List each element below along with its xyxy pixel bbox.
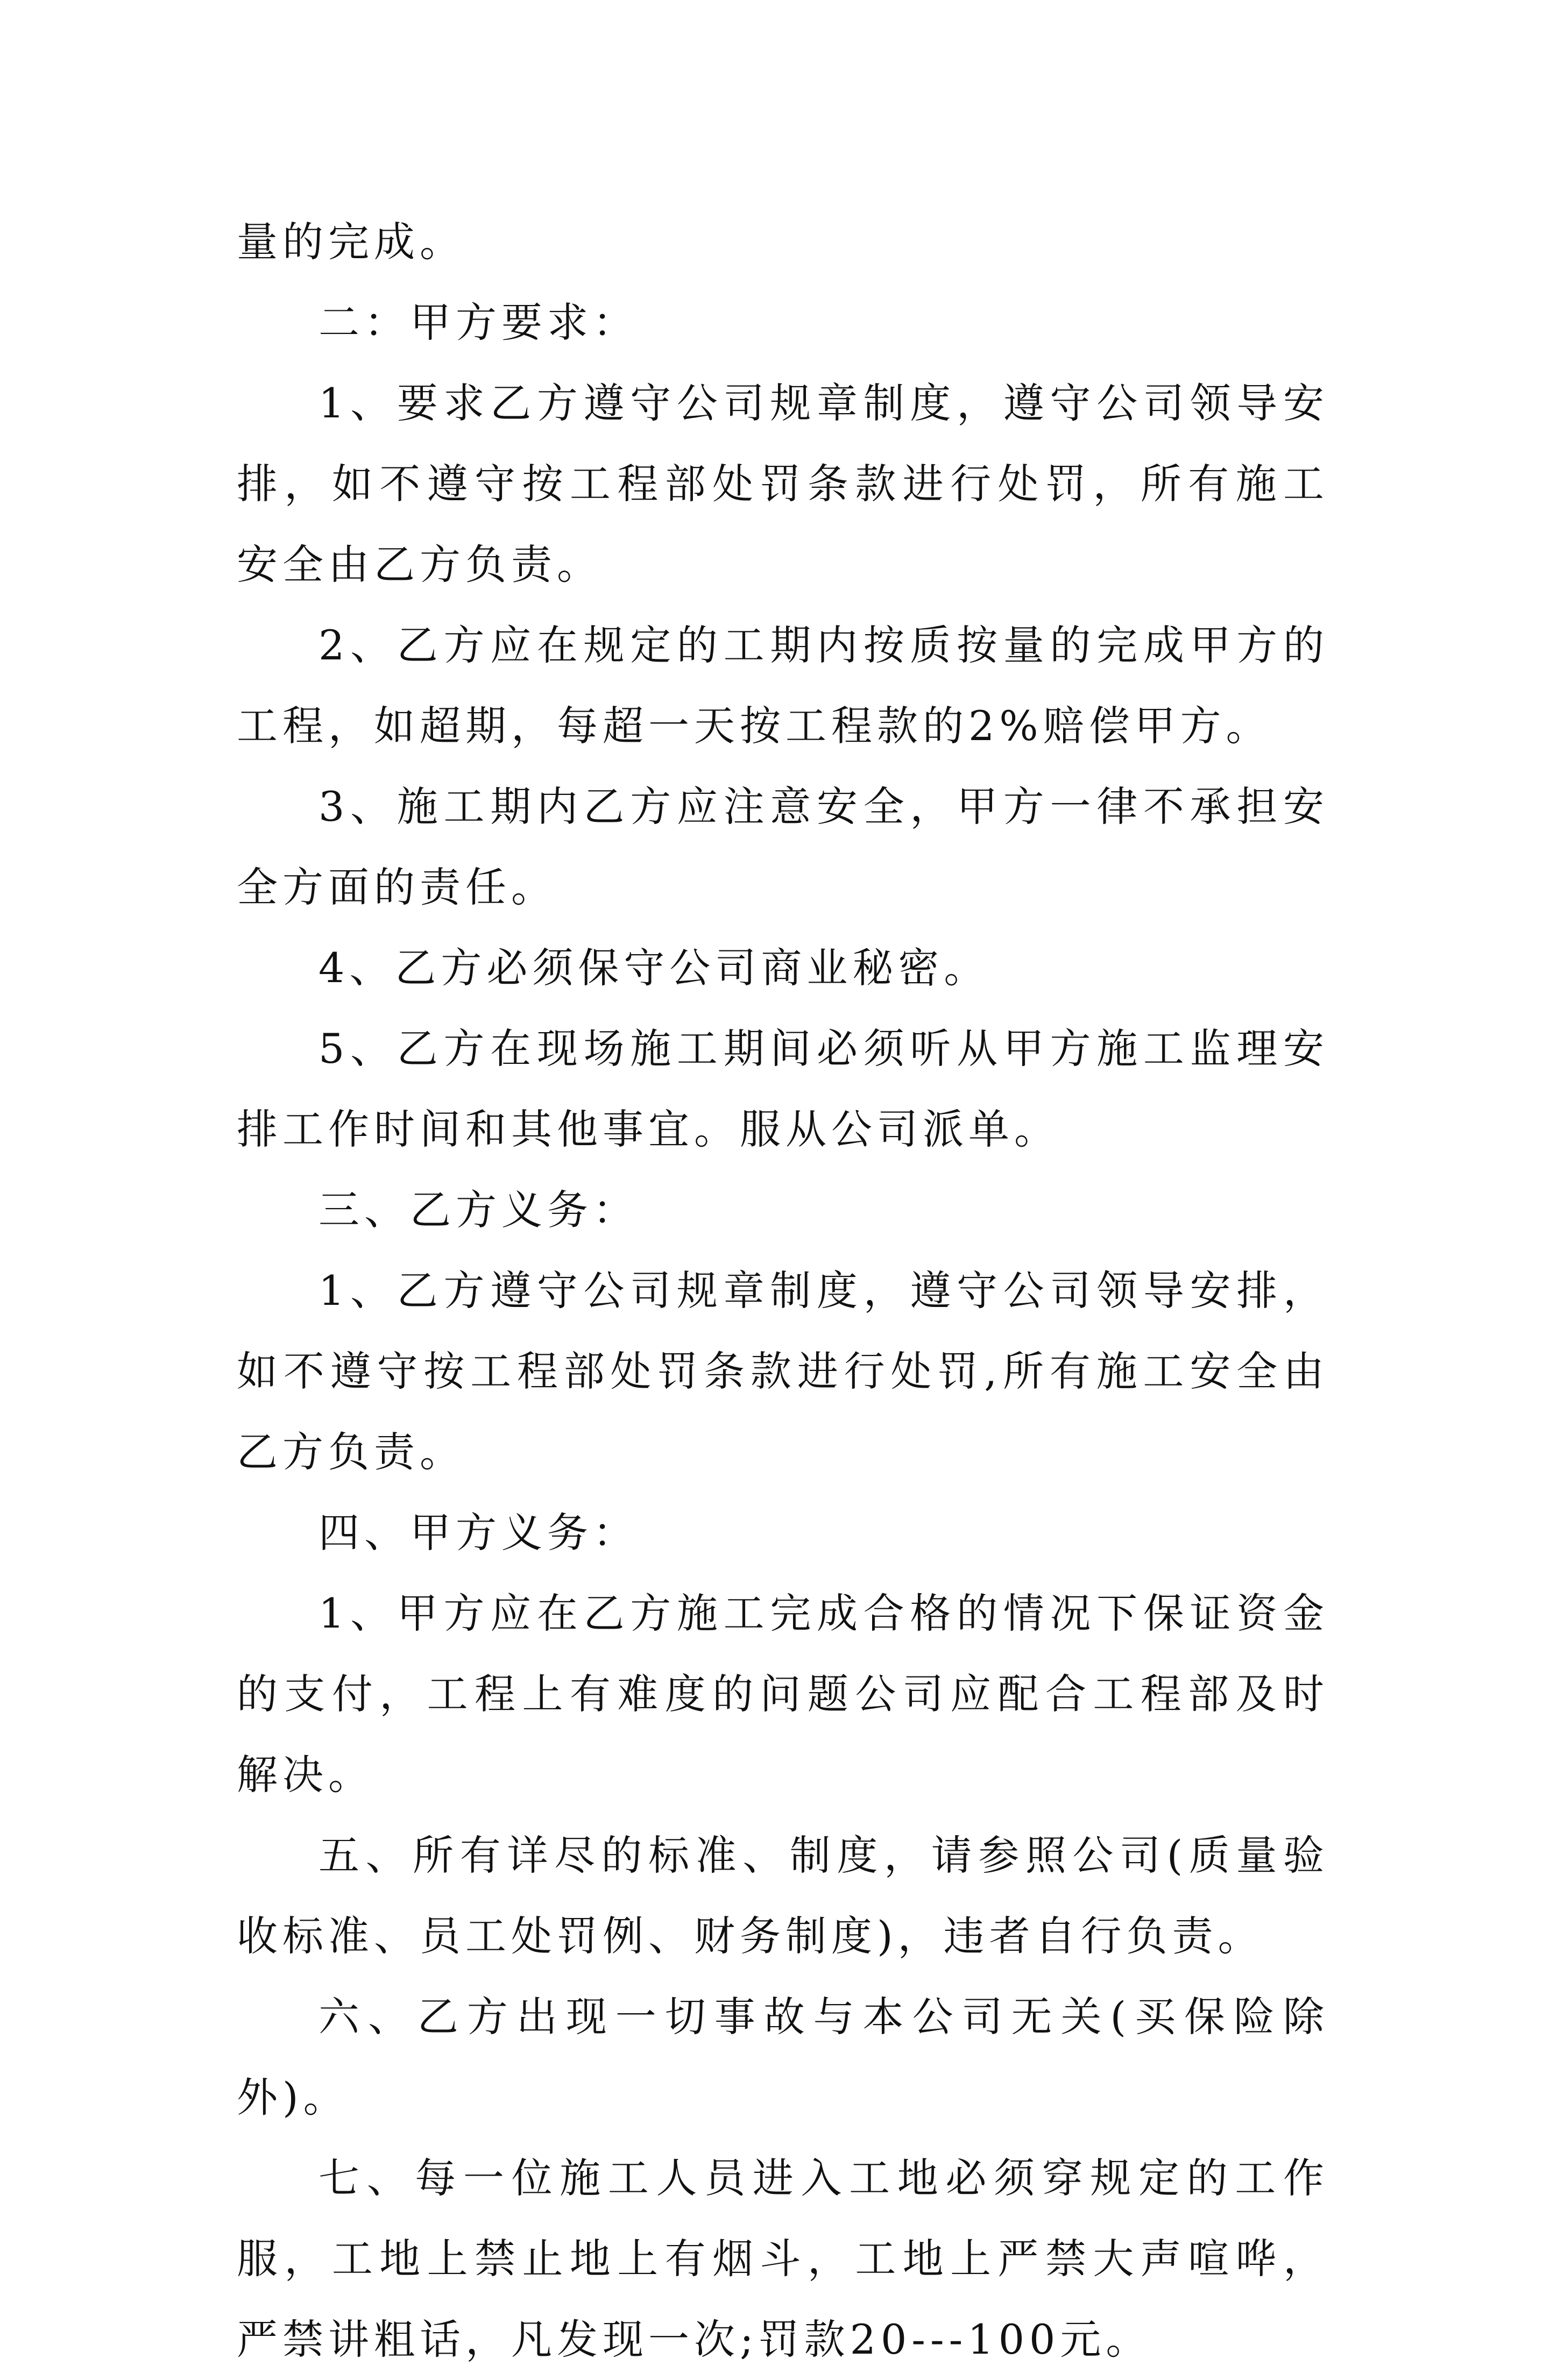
- section-heading-party-b-obligations: 三、乙方义务：: [319, 1186, 639, 1234]
- paragraph: 3、施工期内乙方应注意安全，甲方一律不承担安全方面的责任。: [237, 783, 1329, 911]
- paragraph: 2、乙方应在规定的工期内按质按量的完成甲方的工程，如超期，每超一天按工程款的2%赔偿甲方。: [237, 621, 1329, 750]
- paragraph: 1、甲方应在乙方施工完成合格的情况下保证资金的支付，工程上有难度的问题公司应配合工程部及时解决。: [237, 1589, 1329, 1799]
- paragraph: 量的完成。: [237, 218, 465, 266]
- document-body: [237, 202, 1329, 2380]
- paragraph: 1、要求乙方遵守公司规章制度，遵守公司领导安排，如不遵守按工程部处罚条款进行处罚，所有施工安全由乙方负责。: [237, 379, 1329, 588]
- section-heading-party-a-requirements: 二：甲方要求：: [319, 299, 639, 346]
- paragraph: 七、每一位施工人员进入工地必须穿规定的工作服，工地上禁止地上有烟斗，工地上严禁大声喧哗，严禁讲粗话，凡发现一次;罚款20---100元。: [237, 2154, 1329, 2363]
- paragraph: 5、乙方在现场施工期间必须听从甲方施工监理安排工作时间和其他事宜。服从公司派单。: [237, 1025, 1329, 1153]
- paragraph: 五、所有详尽的标准、制度，请参照公司(质量验收标准、员工处罚例、财务制度)，违者自行负责。: [237, 1831, 1329, 1960]
- paragraph: 六、乙方出现一切事故与本公司无关(买保险除外)。: [237, 1993, 1329, 2121]
- paragraph: 4、乙方必须保守公司商业秘密。: [319, 944, 990, 992]
- section-heading-party-a-obligations: 四、甲方义务：: [319, 1509, 639, 1557]
- paragraph: 1、乙方遵守公司规章制度，遵守公司领导安排，如不遵守按工程部处罚条款进行处罚,所有施工安全由乙方负责。: [237, 1267, 1329, 1476]
